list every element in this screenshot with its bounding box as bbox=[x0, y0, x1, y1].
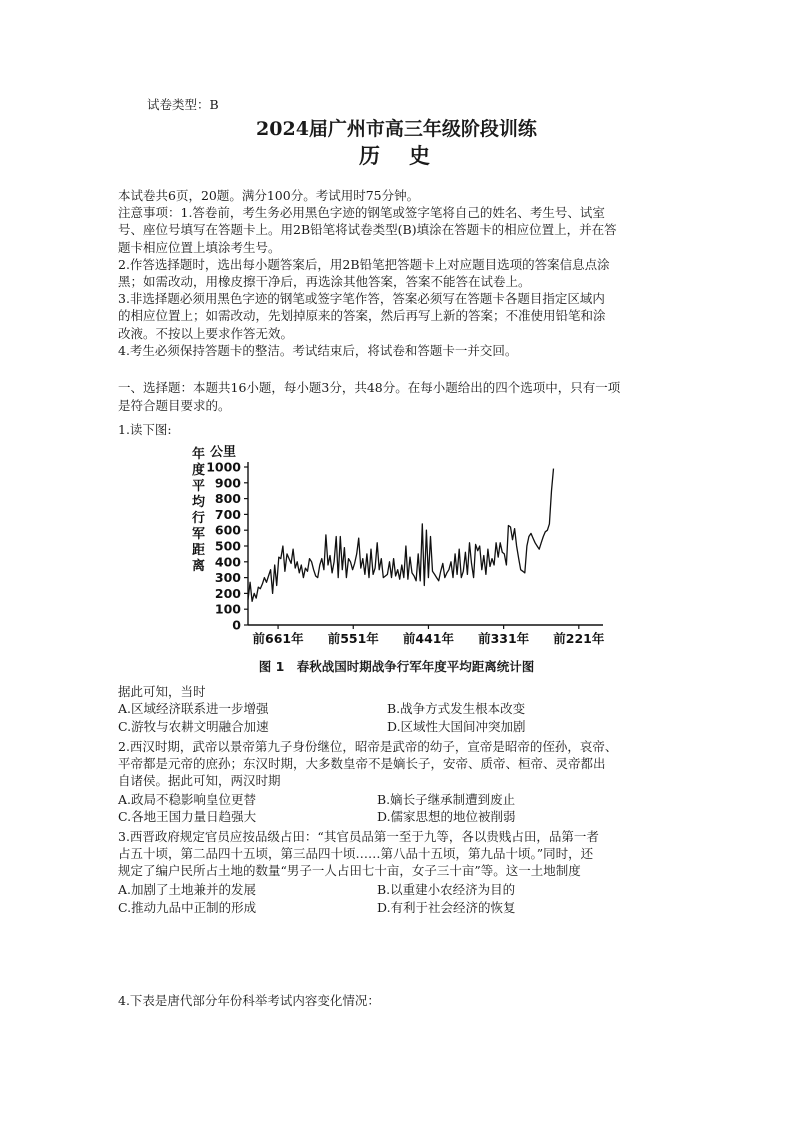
option-d: D.有利于社会经济的恢复 bbox=[377, 900, 516, 915]
figure-caption: 图 1 春秋战国时期战争行军年度平均距离统计图 bbox=[258, 659, 535, 674]
q1-lead: 据此可知，当时 bbox=[118, 684, 206, 699]
y-tick-label: 800 bbox=[214, 491, 241, 507]
x-tick-label: 前551年 bbox=[327, 631, 379, 646]
option-a: A.区域经济联系进一步增强 bbox=[118, 701, 269, 716]
q2-line: 2.西汉时期，武帝以景帝第九子身份继位，昭帝是武帝的幼子，宣帝是昭帝的侄孙，哀帝、 bbox=[118, 739, 618, 754]
q2-line: 平帝都是元帝的庶孙；东汉时期，大多数皇帝不是嫡长子，安帝、质帝、桓帝、灵帝都出 bbox=[118, 756, 606, 772]
option-c: C.游牧与农耕文明融合加速 bbox=[118, 719, 269, 734]
line-chart bbox=[0, 440, 793, 680]
series-line bbox=[248, 469, 554, 602]
y-axis-label-char: 均 bbox=[192, 495, 206, 510]
notice-line: 3.非选择题必须用黑色字迹的钢笔或签字笔作答，答案必须写在答题卡各题目指定区域内 bbox=[118, 291, 605, 307]
y-tick-label: 500 bbox=[214, 538, 241, 554]
notice-line: 题卡相应位置上填涂考生号。 bbox=[118, 239, 281, 255]
q3-line: 3.西晋政府规定官员应按品级占田：“其官员品第一至于九等，各以贵贱占田，品第一者 bbox=[118, 829, 599, 844]
q1-options bbox=[118, 700, 694, 736]
y-tick-label: 900 bbox=[214, 475, 241, 491]
q3-options bbox=[118, 881, 694, 917]
q2-options bbox=[118, 791, 694, 827]
option-a: A.政局不稳影响皇位更替 bbox=[118, 792, 257, 807]
q1-stem: 1.读下图: bbox=[118, 422, 172, 437]
section-header bbox=[118, 379, 694, 415]
y-tick-label: 200 bbox=[214, 585, 241, 601]
option-b: B.以重建小农经济为目的 bbox=[377, 882, 516, 897]
section-line: 是符合题目要求的。 bbox=[118, 398, 231, 413]
option-c: C.推动九品中正制的形成 bbox=[118, 900, 257, 915]
x-tick-label: 前661年 bbox=[252, 631, 304, 646]
y-axis-label bbox=[192, 446, 206, 574]
y-unit-label: 公里 bbox=[210, 445, 237, 460]
notice-line: 4.考生必须保持答题卡的整洁。考试结束后，将试卷和答题卡一并交回。 bbox=[118, 342, 518, 358]
intro-line: 本试卷共6页，20题。满分100分。考试用时75分钟。 bbox=[118, 188, 420, 203]
option-d: D.儒家思想的地位被削弱 bbox=[377, 809, 516, 824]
x-tick-label: 前441年 bbox=[402, 631, 454, 646]
option-b: B.嫡长子继承制遭到废止 bbox=[377, 792, 516, 807]
notice-line: 的相应位置上；如需改动，先划掉原来的答案，然后再写上新的答案；不准使用铅笔和涂 bbox=[118, 308, 606, 324]
y-axis-label-char: 军 bbox=[192, 527, 206, 542]
y-axis-label-char: 度 bbox=[192, 463, 206, 478]
option-a: A.加剧了土地兼并的发展 bbox=[118, 882, 257, 897]
paper-type: 试卷类型：B bbox=[147, 97, 219, 112]
q4-stem: 4.下表是唐代部分年份科举考试内容变化情况： bbox=[118, 993, 380, 1008]
x-axis-ticks bbox=[253, 625, 605, 646]
exam-title: 2024届广州市高三年级阶段训练 bbox=[256, 118, 537, 140]
intro-block bbox=[118, 187, 694, 359]
y-tick-label: 0 bbox=[232, 617, 241, 633]
y-axis-label-char: 距 bbox=[192, 543, 206, 558]
notice-line: 2.作答选择题时，选出每小题答案后，用2B铅笔把答题卡上对应题目选项的答案信息点涂 bbox=[118, 256, 610, 272]
y-tick-label: 700 bbox=[214, 506, 241, 522]
q2-line: 自诸侯。据此可知，两汉时期 bbox=[118, 773, 281, 789]
section-line: 一、选择题：本题共16小题，每小题3分，共48分。在每小题给出的四个选项中，只有一项 bbox=[118, 380, 621, 395]
q3-line: 规定了编户民所占土地的数量“男子一人占田七十亩，女子三十亩”等。这一土地制度 bbox=[118, 863, 581, 879]
option-d: D.区域性大国间冲突加剧 bbox=[387, 719, 526, 734]
option-b: B.战争方式发生根本改变 bbox=[387, 701, 526, 716]
y-tick-label: 1000 bbox=[206, 459, 241, 475]
notice-line: 改液。不按以上要求作答无效。 bbox=[118, 325, 294, 341]
notice-line: 注意事项：1.答卷前，考生务必用黑色字迹的钢笔或签字笔将自己的姓名、考生号、试室 bbox=[118, 205, 605, 221]
q3-stem bbox=[118, 828, 694, 880]
y-tick-label: 600 bbox=[214, 522, 241, 538]
subject-title: 历 史 bbox=[359, 143, 434, 168]
y-axis-label-char: 平 bbox=[192, 479, 206, 494]
notice-line: 黑；如需改动，用橡皮擦干净后，再选涂其他答案，答案不能答在试卷上。 bbox=[118, 274, 531, 290]
y-axis-label-char: 离 bbox=[192, 559, 206, 574]
x-tick-label: 前221年 bbox=[553, 631, 605, 646]
y-tick-label: 400 bbox=[214, 554, 241, 570]
q3-line: 占五十顷，第二品四十五顷，第三品四十顷……第八品十五顷，第九品十顷。”同时，还 bbox=[118, 846, 594, 862]
y-tick-label: 100 bbox=[214, 601, 241, 617]
x-tick-label: 前331年 bbox=[478, 631, 530, 646]
y-axis-label-char: 年 bbox=[192, 447, 206, 462]
option-c: C.各地王国力量日趋强大 bbox=[118, 809, 257, 824]
y-axis-label-char: 行 bbox=[192, 511, 206, 526]
y-axis-ticks bbox=[206, 460, 248, 633]
y-tick-label: 300 bbox=[214, 570, 241, 586]
notice-line: 号、座位号填写在答题卡上。用2B铅笔将试卷类型(B)填涂在答题卡的相应位置上，并在答 bbox=[118, 222, 617, 238]
q2-stem bbox=[118, 738, 694, 790]
